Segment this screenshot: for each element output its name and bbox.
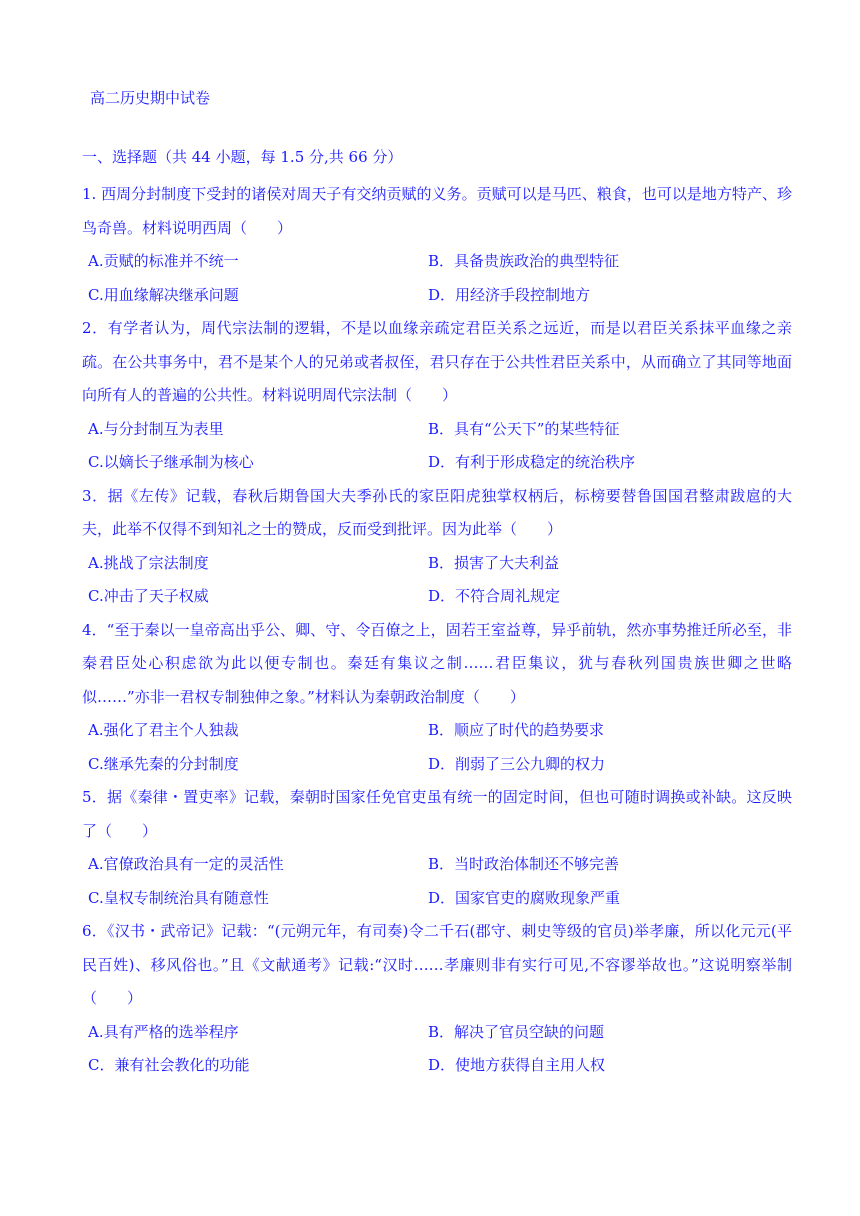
option-a: A.具有严格的选举程序 — [88, 1022, 239, 1041]
option-d: D．用经济手段控制地方 — [428, 285, 591, 304]
option-a: A.强化了君主个人独裁 — [88, 721, 239, 739]
option-grid — [82, 413, 792, 480]
question-1 — [82, 178, 792, 312]
document-title: 高二历史期中试卷 — [90, 89, 211, 107]
option-b: B．具备贵族政治的典型特征 — [428, 252, 620, 270]
option-grid — [82, 714, 792, 781]
question-stem: 4．“至于秦以一皇帝高出乎公、卿、守、令百僚之上，固若王室益尊，异乎前轨，然亦事势推迁所必至，非秦君臣处心积虑欲为此以便专制也。秦廷有集议之制……君臣集议，犹与春秋列国贵族世卿之世略似……”亦非一君权专制独伸之象。”材料认为秦朝政治制度（ ） — [82, 620, 792, 706]
option-c: C.用血缘解决继承问题 — [88, 285, 239, 304]
question-stem: 3．据《左传》记载，春秋后期鲁国大夫季孙氏的家臣阳虎独掌权柄后，标榜要替鲁国国君整肃跋扈的大夫，此举不仅得不到知礼之士的赞成，反而受到批评。因为此举（ ） — [82, 486, 792, 538]
question-stem: 2．有学者认为，周代宗法制的逻辑，不是以血缘亲疏定君臣关系之远近，而是以君臣关系抹平血缘之亲疏。在公共事务中，君不是某个人的兄弟或者叔侄，君只存在于公共性君臣关系中，从而确立了其同等地面向所有人的普遍的公共性。材料说明周代宗法制（ ） — [82, 319, 792, 404]
option-grid — [82, 848, 792, 915]
question-5 — [82, 781, 792, 915]
option-d: D．有利于形成稳定的统治秩序 — [428, 453, 636, 471]
option-c: C.以嫡长子继承制为核心 — [88, 453, 254, 471]
section-heading: 一、选择题（共 44 小题，每 1.5 分,共 66 分） — [82, 148, 403, 166]
question-4 — [82, 614, 792, 782]
option-a: A.挑战了宗法制度 — [88, 553, 209, 572]
option-grid — [82, 1016, 792, 1083]
option-c: C.冲击了天子权威 — [88, 587, 209, 605]
option-d: D．削弱了三公九卿的权力 — [428, 754, 606, 773]
option-a: A.官僚政治具有一定的灵活性 — [88, 855, 284, 873]
option-d: D．使地方获得自主用人权 — [428, 1056, 606, 1074]
option-c: C．兼有社会教化的功能 — [88, 1056, 250, 1074]
question-2 — [82, 312, 792, 480]
option-d: D．不符合周礼规定 — [428, 587, 561, 605]
option-b: B．顺应了时代的趋势要求 — [428, 721, 605, 739]
option-b: B．当时政治体制还不够完善 — [428, 855, 620, 873]
option-a: A.与分封制互为表里 — [88, 419, 224, 438]
question-3 — [82, 480, 792, 614]
option-grid — [82, 547, 792, 614]
question-stem: 6．《汉书・武帝记》记载：“(元朔元年，有司奏)令二千石(郡守、刺史等级的官员)举孝廉，所以化元元(平民百姓)、移风俗也。”且《文献通考》记载:“汉时……孝廉则非有实行可见,不容谬举故也。”这说明察举制（ ） — [82, 922, 792, 1007]
option-b: B．解决了官员空缺的问题 — [428, 1022, 605, 1041]
option-c: C.皇权专制统治具有随意性 — [88, 888, 269, 907]
option-d: D．国家官吏的腐败现象严重 — [428, 888, 621, 907]
option-b: B．具有“公天下”的某些特征 — [428, 419, 620, 438]
option-c: C.继承先秦的分封制度 — [88, 754, 239, 773]
option-b: B．损害了大夫利益 — [428, 553, 560, 572]
question-stem: 5．据《秦律・置吏率》记载，秦朝时国家任免官吏虽有统一的固定时间，但也可随时调换或补缺。这反映了（ ） — [82, 788, 792, 840]
option-a: A.贡赋的标准并不统一 — [88, 252, 239, 270]
question-6 — [82, 915, 792, 1083]
question-stem: 1. 西周分封制度下受封的诸侯对周天子有交纳贡赋的义务。贡赋可以是马匹、粮食，也可以是地方特产、珍鸟奇兽。材料说明西周（ ） — [82, 185, 792, 237]
question-list — [82, 178, 792, 1083]
option-grid — [82, 245, 792, 312]
